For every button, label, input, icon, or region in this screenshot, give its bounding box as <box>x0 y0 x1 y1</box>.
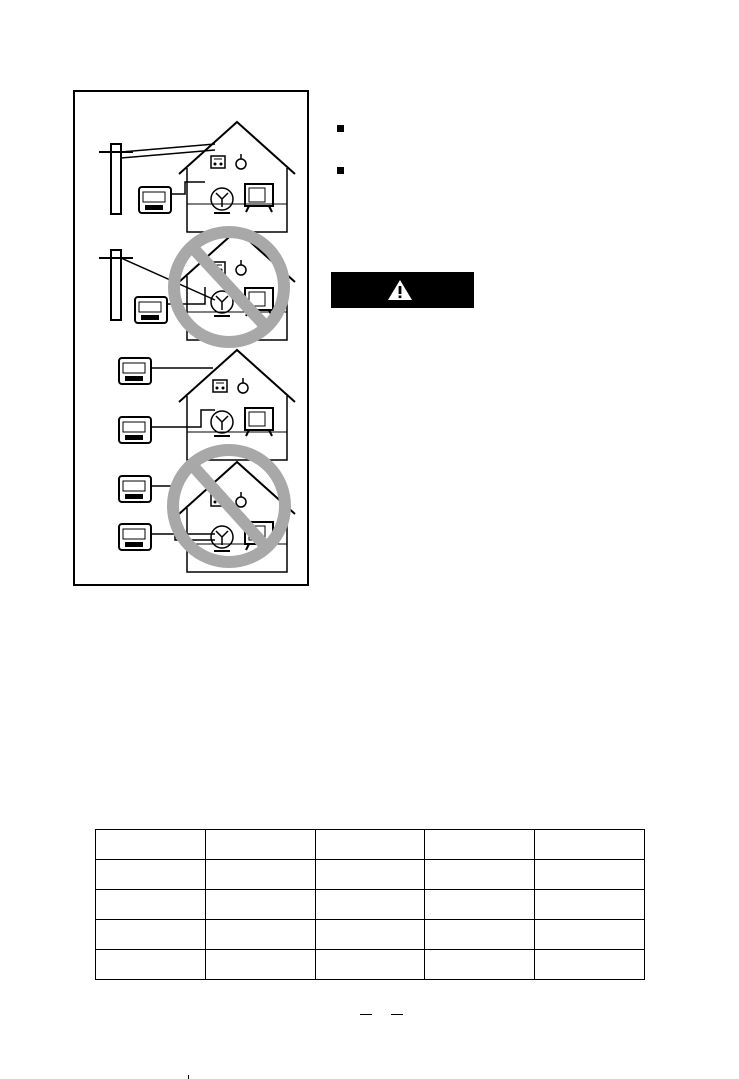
table-cell <box>425 920 535 950</box>
table-row <box>96 950 645 980</box>
exclamation-triangle-icon <box>387 279 413 301</box>
table-cell <box>425 860 535 890</box>
table-row <box>96 860 645 890</box>
overline-mark <box>360 1014 372 1015</box>
connection-diagram-figure <box>73 90 309 586</box>
table-cell <box>96 920 206 950</box>
table-cell <box>96 950 206 980</box>
table-cell <box>205 950 315 980</box>
table-cell <box>96 860 206 890</box>
bullet-marker-2 <box>337 167 344 174</box>
table-cell <box>535 890 645 920</box>
overline-mark <box>391 1014 403 1015</box>
table-cell <box>315 890 425 920</box>
table-cell <box>315 860 425 890</box>
panel-utility-pole-with-generator <box>99 230 295 342</box>
table-cell <box>205 920 315 950</box>
table-cell <box>96 890 206 920</box>
table-row <box>96 890 645 920</box>
table-cell <box>205 860 315 890</box>
table-cell <box>315 950 425 980</box>
table-cell <box>315 830 425 860</box>
panel-two-generators-parallel <box>119 450 295 572</box>
table-cell <box>205 830 315 860</box>
table-cell <box>425 950 535 980</box>
spec-table <box>95 829 645 980</box>
table-cell <box>425 890 535 920</box>
table-cell <box>535 950 645 980</box>
table-cell <box>535 860 645 890</box>
table-row <box>96 920 645 950</box>
table-cell <box>535 830 645 860</box>
table-cell <box>535 920 645 950</box>
table-cell <box>96 830 206 860</box>
bullet-marker-1 <box>337 125 344 132</box>
warning-label <box>331 272 474 308</box>
table-cell <box>425 830 535 860</box>
panel-utility-pole-connection <box>99 122 295 232</box>
connection-diagram <box>75 92 307 584</box>
page-edge-mark <box>188 1075 189 1079</box>
table-cell <box>205 890 315 920</box>
panel-generator-direct-connection <box>119 350 295 460</box>
table-cell <box>315 920 425 950</box>
table-row <box>96 830 645 860</box>
